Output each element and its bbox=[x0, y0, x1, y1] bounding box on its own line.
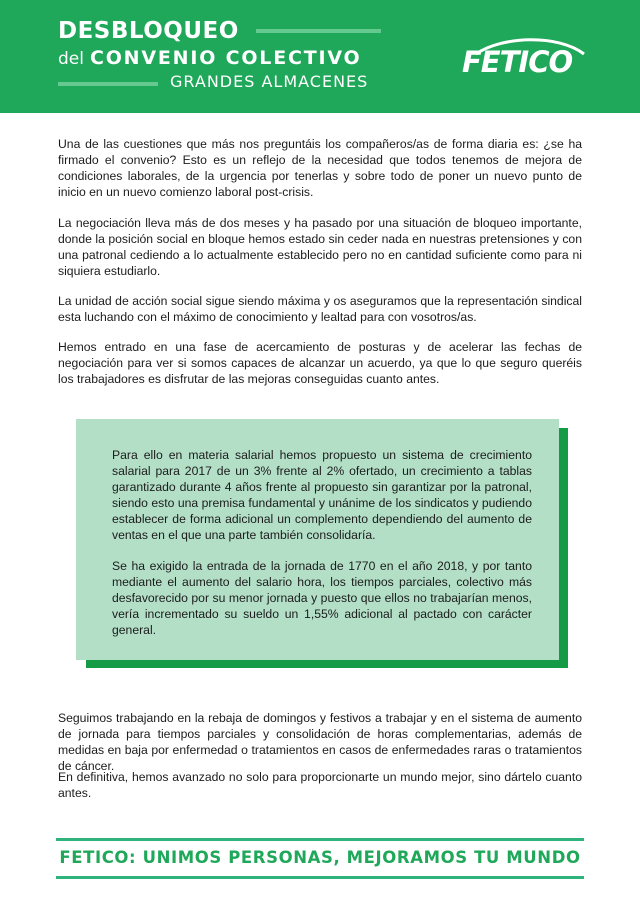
subtitle-accent-line bbox=[58, 82, 158, 86]
footer-divider-top bbox=[56, 838, 584, 841]
title-accent-line bbox=[256, 29, 381, 33]
title-del: del bbox=[58, 49, 84, 69]
logo-text: FETICO bbox=[462, 45, 573, 79]
paragraph-conclusion: En definitiva, hemos avanzado no solo para proporcionarte un mundo mejor, sino dártelo cuanto antes. bbox=[58, 770, 582, 800]
footer-divider-bottom bbox=[56, 876, 584, 879]
paragraph-sundays: Seguimos trabajando en la rebaja de domingos y festivos a trabajar y en el sistema de aumento de jornada para tiempos parciales y consolidación de horas complementarias, además de medidas en baja por enfermedad o tratamientos en casos de enfermedades raras o tratamientos de cáncer. bbox=[58, 711, 582, 773]
title-convenio bbox=[58, 49, 361, 68]
paragraph-unity: La unidad de acción social sigue siendo máxima y os aseguramos que la representación sindical esta luchando con el máximo de conocimiento y lealtad para con vosotros/as. bbox=[58, 294, 582, 324]
highlight-paragraph-salary: Para ello en materia salarial hemos propuesto un sistema de crecimiento salarial para 2017 de un 3% frente al 2% ofertado, un crecimiento a tablas garantizado durante 4 años frente al propuesto sin garantizar por la patronal, siendo esto una premisa fundamental y unánime de los sindicatos y pudiendo establecer de forma adicional un complemento dependiendo del aumento de ventas en el que una parte también consolidaría. bbox=[112, 448, 532, 542]
title-grandes-almacenes: GRANDES ALMACENES bbox=[170, 72, 369, 91]
title-desbloqueo: DESBLOQUEO bbox=[58, 18, 239, 44]
paragraph-approach: Hemos entrado en una fase de acercamiento de posturas y de acelerar las fechas de negociación para ver si somos capaces de alcanzar un acuerdo, ya que lo que seguro queréis los trabajadores es disfrutar de las mejoras conseguidas cuanto antes. bbox=[58, 340, 582, 386]
paragraph-negotiation: La negociación lleva más de dos meses y ha pasado por una situación de bloqueo importante, donde la posición social en bloque hemos estado sin ceder nada en nuestras pretensiones y con una patronal cediendo a lo actualmente establecido pero no en cantidad suficiente como para ni siquiera estudiarlo. bbox=[58, 216, 582, 278]
fetico-logo bbox=[462, 38, 588, 88]
footer-slogan: FETICO: UNIMOS PERSONAS, MEJORAMOS TU MUNDO bbox=[59, 848, 581, 867]
header-banner bbox=[0, 0, 640, 113]
paragraph-intro: Una de las cuestiones que más nos preguntáis los compañeros/as de forma diaria es: ¿se ha firmado el convenio? Esto es un reflejo de la necesidad que todos tenemos de mejora de condiciones laborales, de la urgencia por tenerlas y sobre todo de poner un nuevo punto de inicio en un nuevo comienzo laboral post-crisis. bbox=[58, 137, 582, 199]
title-convenio-colectivo: CONVENIO COLECTIVO bbox=[89, 47, 362, 69]
highlight-paragraph-hours: Se ha exigido la entrada de la jornada de 1770 en el año 2018, y por tanto mediante el aumento del salario hora, los tiempos parciales, colectivo más desfavorecido por su menor jornada y puesto que ellos no trabajarían menos, vería incrementado su sueldo un 1,55% adicional al pactado con carácter general. bbox=[112, 559, 532, 637]
